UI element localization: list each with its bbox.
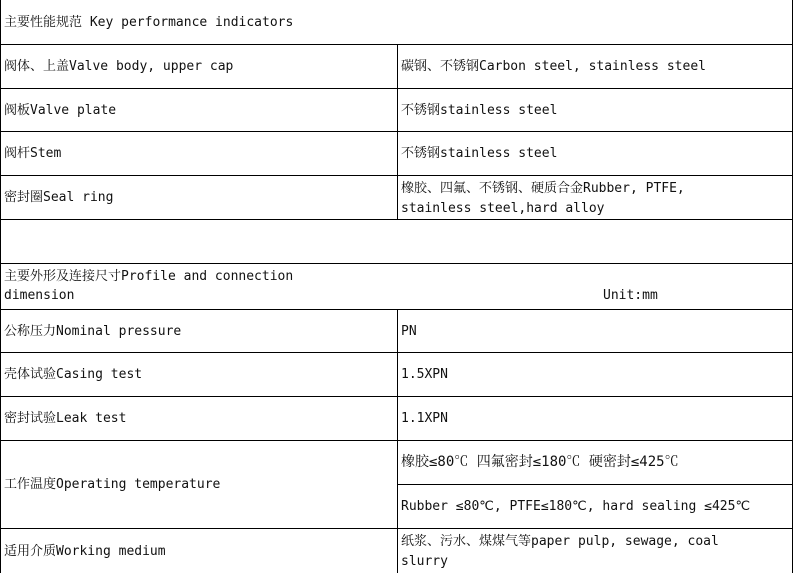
row-label-temperature: 工作温度Operating temperature	[4, 477, 221, 492]
row-value-medium-line1: 纸浆、污水、煤煤气等paper pulp, sewage, coal	[401, 534, 719, 549]
row-label-pressure: 公称压力Nominal pressure	[4, 323, 182, 339]
row-value-medium-line2: slurry	[401, 554, 448, 569]
row-value-plate: 不锈钢stainless steel	[401, 102, 558, 118]
row-value-temperature-line2: Rubber ≤80℃, PTFE≤180℃, hard sealing ≤425℃	[401, 499, 751, 514]
row-label-seal: 密封圈Seal ring	[4, 190, 114, 205]
row-label-leak: 密封试验Leak test	[4, 411, 127, 426]
row-value-stem: 不锈钢stainless steel	[401, 146, 558, 161]
row-label-plate: 阀板Valve plate	[4, 102, 117, 118]
row-value-seal-line1: 橡胶、四氟、不锈钢、硬质合金Rubber, PTFE,	[401, 181, 685, 196]
section-title-performance: 主要性能规范 Key performance indicators	[4, 14, 294, 30]
row-label-medium: 适用介质Working medium	[4, 543, 166, 559]
unit-label: Unit:mm	[603, 288, 658, 303]
row-value-seal-line2: stainless steel,hard alloy	[401, 201, 605, 216]
rule	[792, 0, 793, 573]
row-value-pressure: PN	[401, 323, 417, 339]
section-title-dimension-line1: 主要外形及连接尺寸Profile and connection	[4, 269, 294, 284]
row-value-temperature-line1: 橡胶≤80℃ 四氟密封≤180℃ 硬密封≤425℃	[401, 454, 679, 470]
section-title-dimension-line2: dimension	[4, 288, 75, 303]
row-value-body: 碳钢、不锈钢Carbon steel, stainless steel	[401, 59, 706, 74]
row-label-casing: 壳体试验Casing test	[4, 367, 143, 382]
row-label-body: 阀体、上盖Valve body, upper cap	[4, 59, 234, 74]
row-label-stem: 阀杆Stem	[4, 146, 62, 161]
row-value-leak: 1.1XPN	[401, 411, 448, 426]
rule	[0, 263, 792, 264]
rule	[0, 219, 792, 220]
row-value-casing: 1.5XPN	[401, 367, 448, 382]
